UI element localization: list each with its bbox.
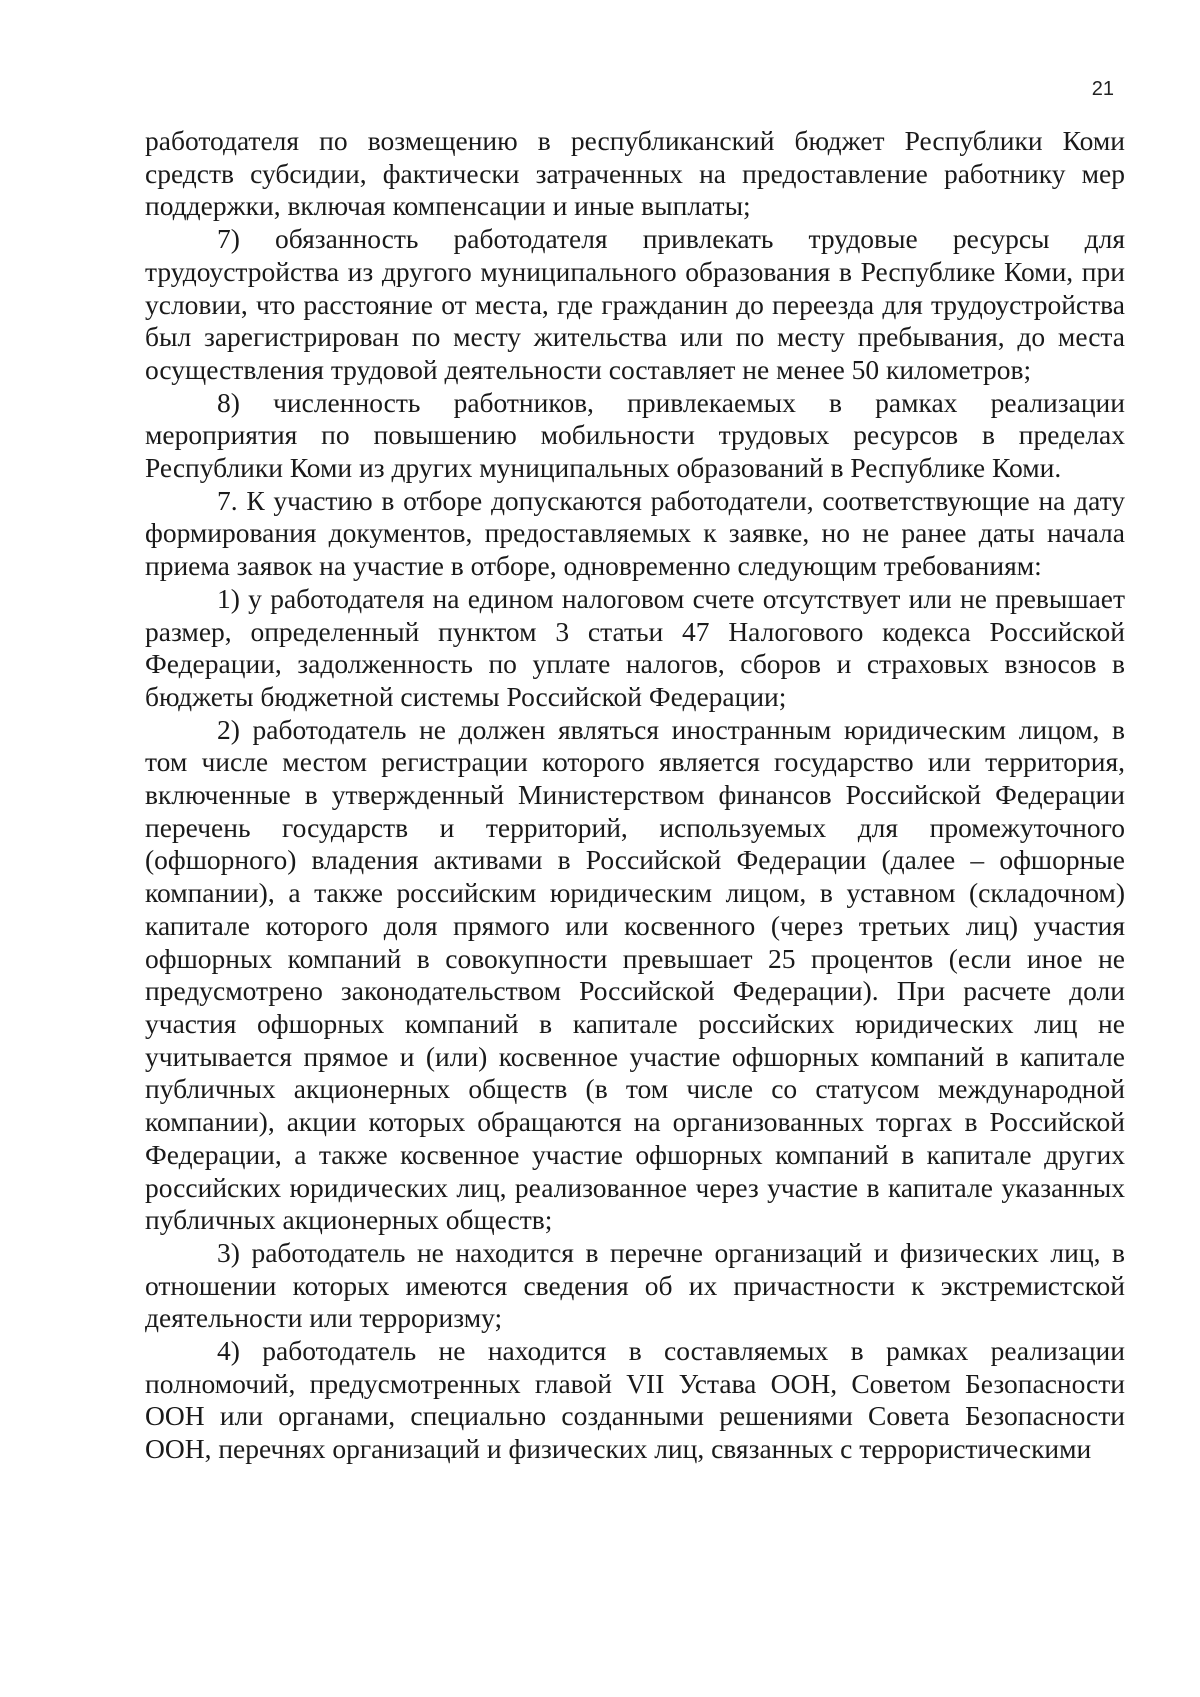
- page-number: 21: [1091, 78, 1114, 100]
- paragraph-item-7: 7) обязанность работодателя привлекать трудовые ресурсы для трудоустройства из другого муниципального образования в Республике Коми, при условии, что расстояние от места, где гражданин до переезда для трудоустройства был зарегистрирован по месту жительства или по месту пребывания, до места осуществления трудовой деятельности составляет не менее 50 километров;: [145, 223, 1125, 385]
- paragraph-item-8: 8) численность работников, привлекаемых в рамках реализации мероприятия по повышению мобильности трудовых ресурсов в пределах Республики Коми из других муниципальных образований в Республике Коми.: [145, 386, 1125, 484]
- paragraph-requirement-2: 2) работодатель не должен являться иностранным юридическим лицом, в том числе местом регистрации которого является государство или территория, включенные в утвержденный Министерством финансов Российской Федерации перечень государств и территорий, используемых для промежуточного (офшорного) владения активами в Российской Федерации (далее – офшорные компании), а также российским юридическим лицом, в уставном (складочном) капитале которого доля прямого или косвенного (через третьих лиц) участия офшорных компаний в совокупности превышает 25 процентов (если иное не предусмотрено законодательством Российской Федерации). При расчете доли участия офшорных компаний в капитале российских юридических лиц не учитывается прямое и (или) косвенное участие офшорных компаний в капитале публичных акционерных обществ (в том числе со статусом международной компании), акции которых обращаются на организованных торгах в Российской Федерации, а также косвенное участие офшорных компаний в капитале других российских юридических лиц, реализованное через участие в капитале указанных публичных акционерных обществ;: [145, 713, 1125, 1236]
- paragraph-requirement-3: 3) работодатель не находится в перечне организаций и физических лиц, в отношении которых имеются сведения об их причастности к экстремистской деятельности или терроризму;: [145, 1236, 1125, 1334]
- paragraph-requirement-4: 4) работодатель не находится в составляемых в рамках реализации полномочий, предусмотренных главой VII Устава ООН, Советом Безопасности ООН или органами, специально созданными решениями Совета Безопасности ООН, перечнях организаций и физических лиц, связанных с террористическими: [145, 1335, 1125, 1465]
- paragraph-requirement-1: 1) у работодателя на едином налоговом счете отсутствует или не превышает размер, определенный пунктом 3 статьи 47 Налогового кодекса Российской Федерации, задолженность по уплате налогов, сборов и страховых взносов в бюджеты бюджетной системы Российской Федерации;: [145, 582, 1125, 712]
- paragraph-section-7: 7. К участию в отборе допускаются работодатели, соответствующие на дату формирования документов, предоставляемых к заявке, но не ранее даты начала приема заявок на участие в отборе, одновременно следующим требованиям:: [145, 484, 1125, 582]
- document-body: [145, 125, 1125, 1466]
- paragraph-continuation: работодателя по возмещению в республиканский бюджет Республики Коми средств субсидии, фактически затраченных на предоставление работнику мер поддержки, включая компенсации и иные выплаты;: [145, 125, 1125, 222]
